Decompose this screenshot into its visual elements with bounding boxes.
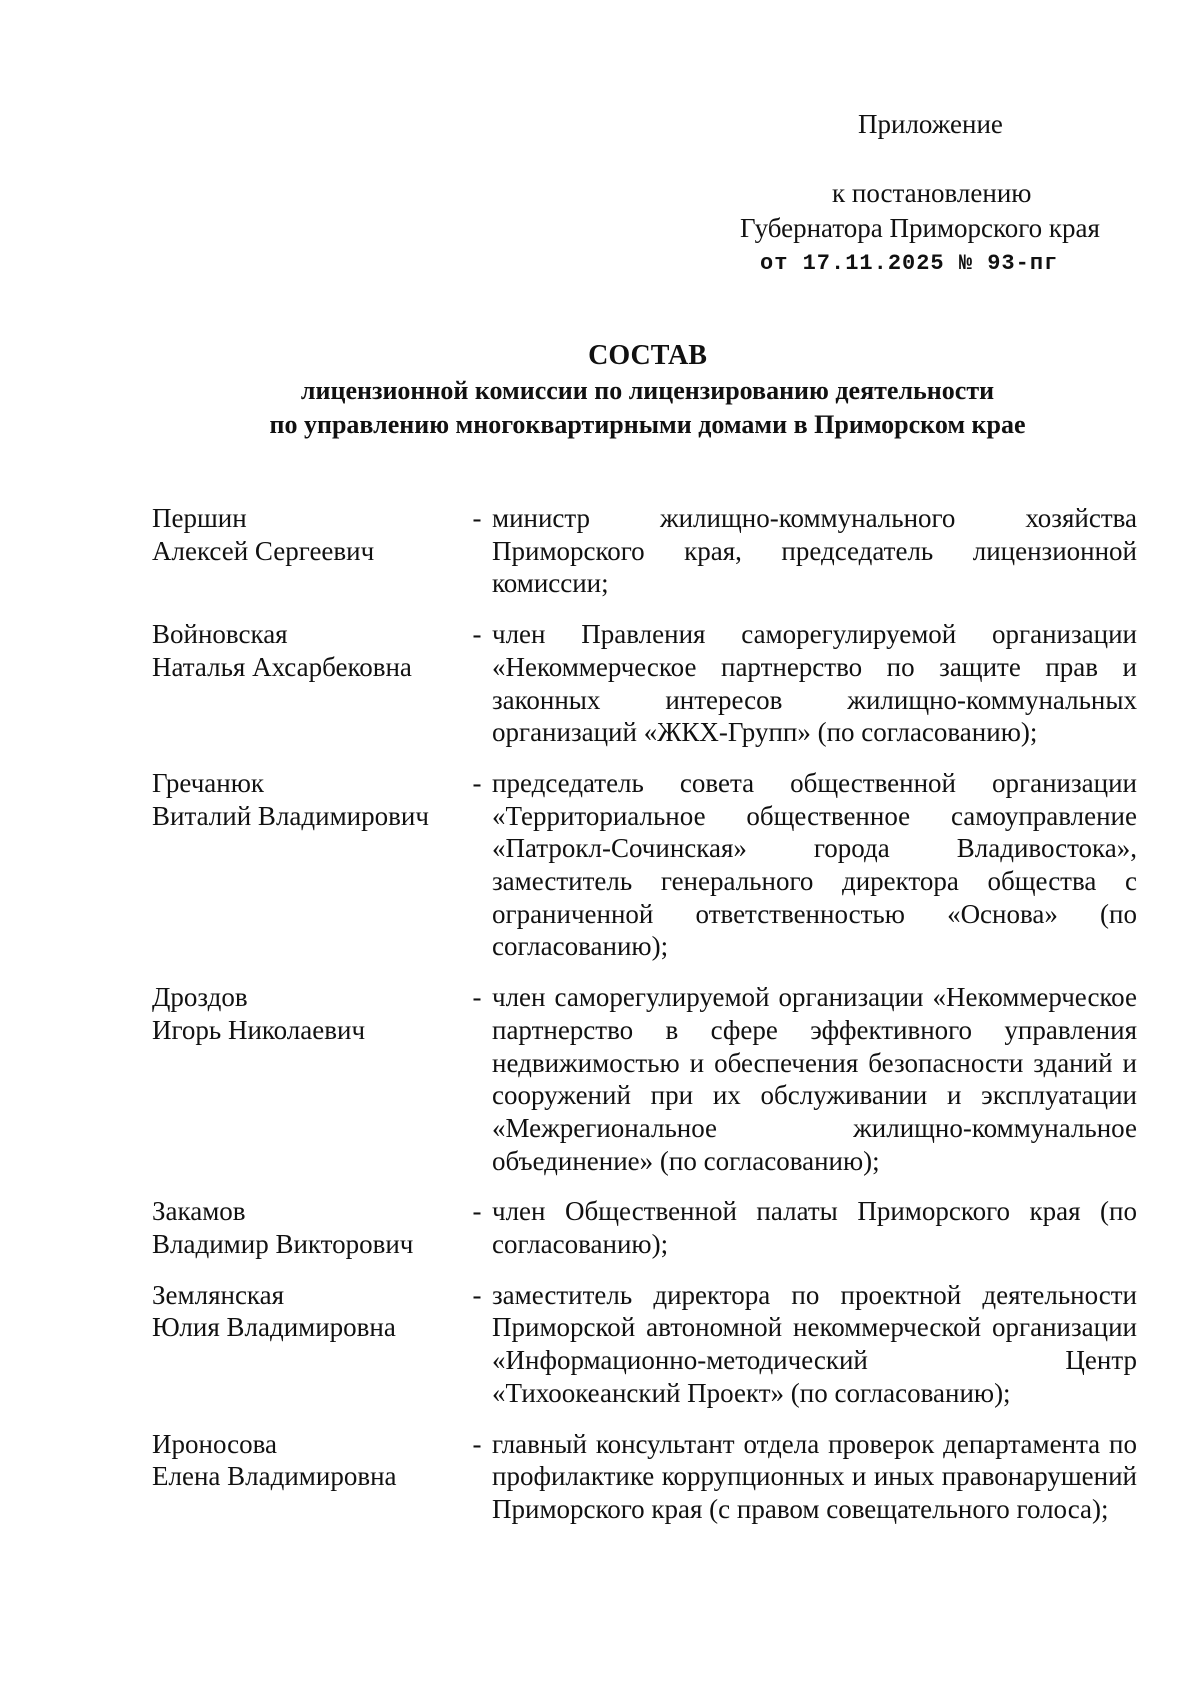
member-role: член Правления саморегулируемой организации «Некоммерческое партнерство по защите прав и законных интересов жилищно-коммунальных организаций «ЖКХ-Групп» (по согласованию); (492, 619, 1137, 748)
member-role: заместитель директора по проектной деятельности Приморской автономной некоммерческой организации «Информационно-методический Центр «Тихоокеанский Проект» (по согласованию); (492, 1279, 1137, 1408)
heading-subtitle-line-1: лицензионной комиссии по лицензированию деятельности (300, 376, 995, 405)
heading-subtitle-line-2: по управлению многоквартирными домами в Приморском крае (269, 410, 1026, 439)
member-dash: - (472, 982, 482, 1013)
appendix-line-resolution: к постановлению (832, 178, 1032, 208)
member-given-names: Юлия Владимировна (152, 1312, 396, 1343)
member-dash: - (472, 1428, 482, 1459)
member-dash: - (472, 767, 482, 798)
member-name (152, 1195, 462, 1260)
member-name (152, 618, 462, 749)
member-dash: - (472, 1279, 482, 1310)
member-dash: - (472, 1196, 482, 1227)
member-entry (152, 981, 1137, 1177)
member-given-names: Владимир Викторович (152, 1229, 414, 1260)
member-entry (152, 618, 1137, 749)
appendix-date-number-stamp: от 17.11.2025 № 93-пг (760, 251, 1059, 276)
member-given-names: Игорь Николаевич (152, 1014, 366, 1045)
member-role: член саморегулируемой организации «Некоммерческое партнерство в сфере эффективного управления недвижимостью и обеспечения безопасности зданий и сооружений при их обслуживании и эксплуатации «Межрегиональное жилищно-коммунальное объединение» (по согласованию); (492, 982, 1137, 1176)
member-given-names: Виталий Владимирович (152, 800, 429, 831)
member-surname: Землянская (152, 1279, 285, 1310)
member-entry (152, 502, 1137, 600)
member-entry (152, 1195, 1137, 1260)
member-surname: Першин (152, 503, 247, 533)
member-entry (152, 1428, 1137, 1526)
member-role: председатель совета общественной организации «Территориальное общественное самоуправление «Патрокл-Сочинская» города Владивостока», заместитель генерального директора общества с ограниченной ответственностью «Основа» (по согласованию); (492, 767, 1137, 962)
member-given-names: Елена Владимировна (152, 1461, 397, 1492)
member-list (152, 502, 1137, 1544)
member-surname: Войновская (152, 619, 288, 650)
member-dash: - (472, 619, 482, 650)
member-name (152, 767, 462, 963)
appendix-line-governor: Губернатора Приморского края (740, 213, 1100, 243)
member-role: член Общественной палаты Приморского края (по согласованию); (492, 1196, 1137, 1260)
member-surname: Ироносова (152, 1428, 277, 1459)
document-heading (0, 338, 1200, 442)
member-name (152, 981, 462, 1177)
member-name (152, 1279, 462, 1410)
member-entry (152, 767, 1137, 963)
heading-title: СОСТАВ (588, 340, 707, 371)
member-surname: Закамов (152, 1196, 246, 1227)
member-surname: Гречанюк (152, 767, 265, 798)
member-dash: - (472, 503, 482, 533)
appendix-title: Приложение (858, 109, 1003, 139)
member-entry (152, 1279, 1137, 1410)
member-name (152, 502, 462, 600)
member-role: главный консультант отдела проверок департамента по профилактике коррупционных и иных правонарушений Приморского края (с правом совещательного голоса); (492, 1428, 1137, 1524)
member-given-names: Алексей Сергеевич (152, 535, 375, 566)
member-surname: Дроздов (152, 982, 248, 1013)
member-given-names: Наталья Ахсарбековна (152, 651, 412, 682)
member-name (152, 1428, 462, 1526)
member-role: министр жилищно-коммунального хозяйства Приморского края, председатель лицензионной комиссии; (492, 503, 1137, 599)
